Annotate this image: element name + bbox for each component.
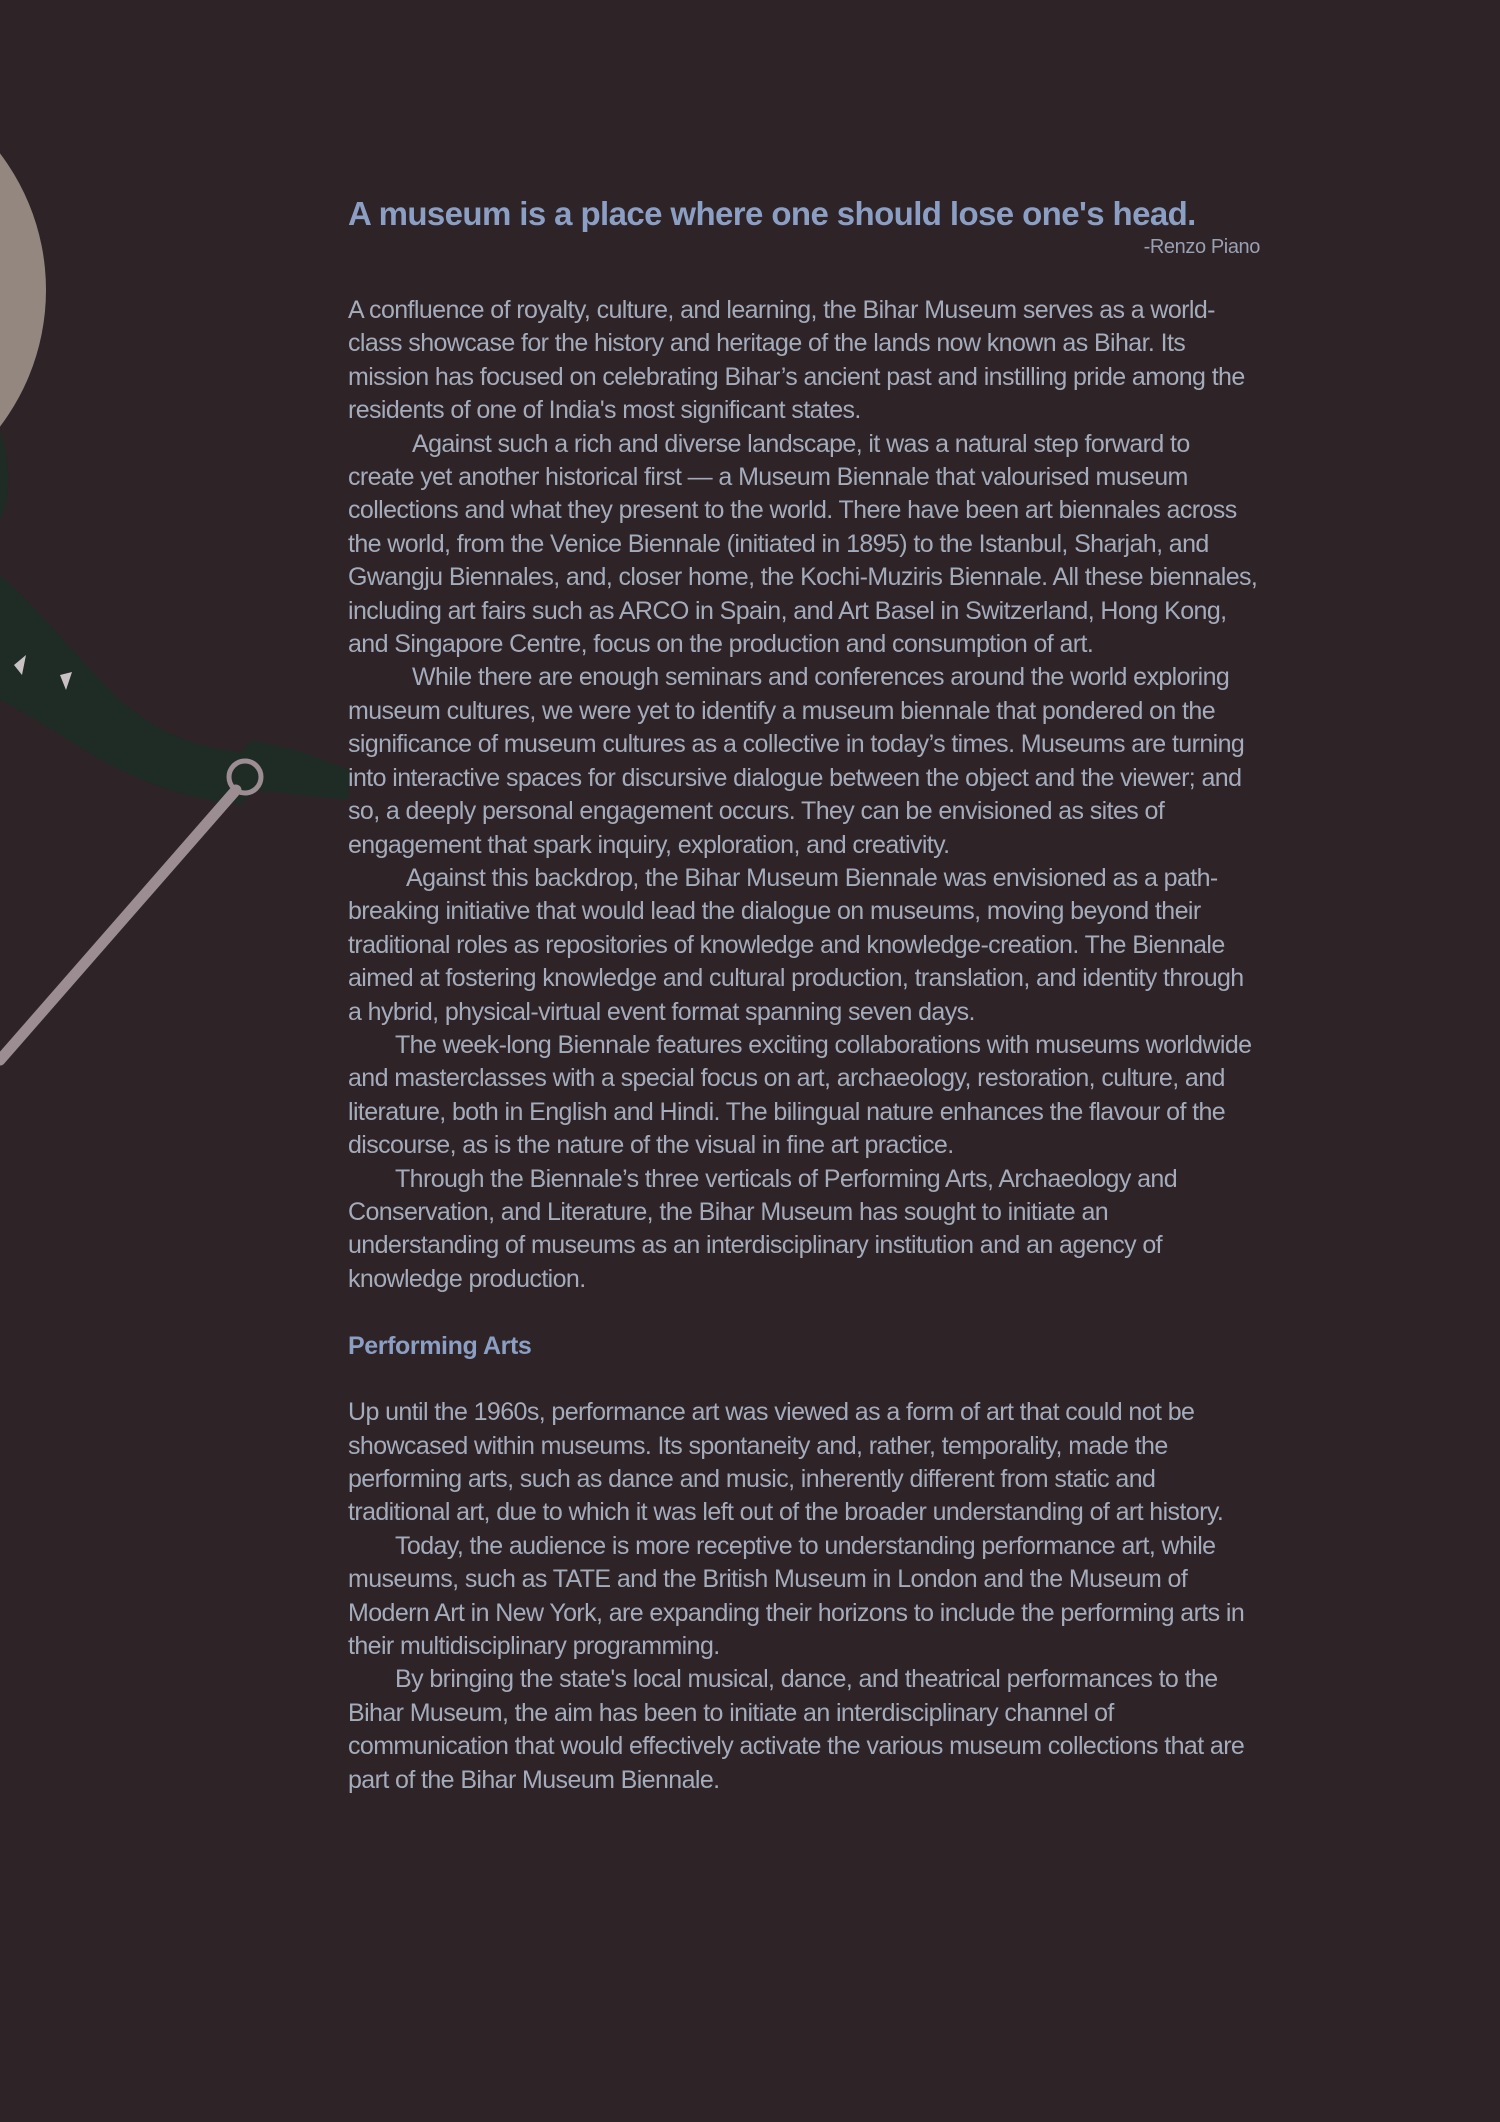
intro-paragraph: The week-long Biennale features exciting collaborations with museums worldwide and masterclasses with a special focus on art, archaeology, restoration, culture, and literature, both in English and Hindi. The bilingual nature enhances the flavour of the discourse, as is the nature of the visual in fine art practice. bbox=[348, 1030, 1252, 1160]
decor-disc bbox=[0, 64, 46, 516]
epigraph-attribution: -Renzo Piano bbox=[1143, 236, 1260, 258]
intro-paragraph: Through the Biennale’s three verticals of Performing Arts, Archaeology and Conservation, and Literature, the Bihar Museum has sought to initiate an understanding of museums as an interdisciplinary institution and an agency of knowledge production. bbox=[348, 1164, 1177, 1293]
intro-paragraph: A confluence of royalty, culture, and learning, the Bihar Museum serves as a world-class showcase for the history and heritage of the lands now known as Bihar. Its mission has focused on celebrating Bihar’s ancient past and instilling pride among the residents of one of India's most significant states. bbox=[348, 296, 1245, 425]
intro-section bbox=[348, 294, 1260, 1296]
decor-branch-tip bbox=[0, 430, 8, 520]
performing-arts-paragraph: Today, the audience is more receptive to understanding performance art, while museums, such as TATE and the British Museum in London and the Museum of Modern Art in New York, are expanding their horizons to include the performing arts in their multidisciplinary programming. bbox=[348, 1531, 1245, 1661]
intro-paragraph: While there are enough seminars and conferences around the world exploring museum cultures, we were yet to identify a museum biennale that pondered on the significance of museum cultures as a collective in today’s times. Museums are turning into interactive spaces for discursive dialogue between the object and the viewer; and so, a deeply personal engagement occurs. They can be envisioned as sites of engagement that spark inquiry, exploration, and creativity. bbox=[348, 663, 1245, 859]
epigraph-quote: A museum is a place where one should lose one's head. bbox=[348, 195, 1196, 232]
intro-paragraph: Against this backdrop, the Bihar Museum Biennale was envisioned as a path-breaking initiative that would lead the dialogue on museums, moving beyond their traditional roles as repositories of knowledge and knowledge-creation. The Biennale aimed at fostering knowledge and cultural production, translation, and identity through a hybrid, physical-virtual event format spanning seven days. bbox=[348, 863, 1244, 1026]
performing-arts-paragraph: By bringing the state's local musical, dance, and theatrical performances to the Bihar Museum, the aim has been to initiate an interdisciplinary channel of communication that would effectively activate the various museum collections that are part of the Bihar Museum Biennale. bbox=[348, 1665, 1245, 1794]
decor-branch bbox=[0, 575, 350, 805]
decorative-artwork bbox=[0, 0, 360, 1100]
intro-paragraph: Against such a rich and diverse landscape, it was a natural step forward to create yet another historical first — a Museum Biennale that valourised museum collections and what they present to the world. There have been art biennales across the world, from the Venice Biennale (initiated in 1895) to the Istanbul, Sharjah, and Gwangju Biennales, and, closer home, the Kochi-Muziris Biennale. All these biennales, including art fairs such as ARCO in Spain, and Art Basel in Switzerland, Hong Kong, and Singapore Centre, focus on the production and consumption of art. bbox=[348, 429, 1258, 659]
decor-rod bbox=[0, 790, 236, 1060]
article bbox=[348, 190, 1260, 1797]
section-heading-performing-arts: Performing Arts bbox=[348, 1332, 532, 1361]
performing-arts-paragraph: Up until the 1960s, performance art was viewed as a form of art that could not be showcased within museums. Its spontaneity and, rather, temporality, made the performing arts, such as dance and music, inherently different from static and traditional art, due to which it was left out of the broader understanding of art history. bbox=[348, 1398, 1224, 1527]
performing-arts-section bbox=[348, 1396, 1260, 1797]
